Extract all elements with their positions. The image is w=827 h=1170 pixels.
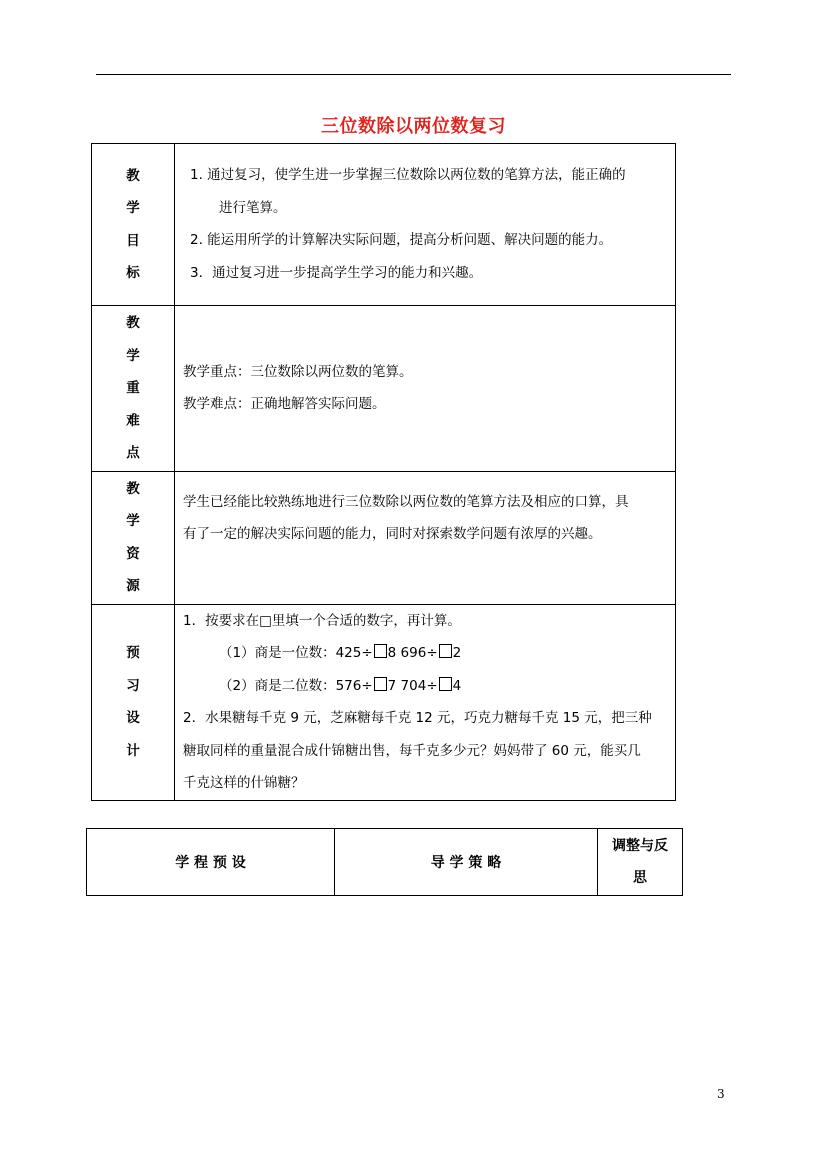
key-points-row [92,306,676,472]
blank-box-icon [374,677,387,691]
blank-box-icon [439,644,452,658]
difficult-point-line: 教学难点：正确地解答实际问题。 [183,396,386,413]
resources-row [92,471,676,604]
objectives-content [175,144,676,306]
preview-label: 预 习 设 计 [92,604,175,800]
resources-label: 教 学 资 源 [92,471,175,604]
header-rule [96,74,731,75]
preview-q2-line: 糖取同样的重量混合成什锦糖出售，每千克多少元？妈妈带了 60 元，能买几 [183,742,641,759]
preview-q2-line: 千克这样的什锦糖？ [183,775,305,791]
preview-row [92,604,676,800]
resources-content [175,471,676,604]
blank-box-icon [374,644,387,658]
objective-line: 1. 通过复习，使学生进一步掌握三位数除以两位数的笔算方法，能正确的 [190,167,626,183]
preview-intro: 1．按要求在□里填一个合适的数字，再计算。 [183,612,461,629]
process-col-reflection: 调整与反 思 [598,829,683,896]
page-number: 3 [717,1087,725,1101]
blank-box-icon [439,677,452,691]
objective-line: 3．通过复习进一步提高学生学习的能力和兴趣。 [190,264,483,281]
key-point-line: 教学重点：三位数除以两位数的笔算。 [183,363,413,380]
objectives-label: 教 学 目 标 [92,144,175,306]
objective-line: 进行笔算。 [219,199,287,216]
preview-q2-line: 2．水果糖每千克 9 元，芝麻糖每千克 12 元，巧克力糖每千克 15 元，把三种 [183,710,652,726]
process-col-strategy: 导 学 策 略 [335,829,598,896]
key-points-label: 教 学 重 难 点 [92,306,175,472]
preview-sub2: （2）商是二位数：576÷ 7 704÷ 4 [219,677,462,694]
process-header-row [87,829,683,896]
objective-line: 2. 能运用所学的计算解决实际问题，提高分析问题、解决问题的能力。 [190,232,613,248]
lesson-plan-table [91,143,676,801]
page-title: 三位数除以两位数复习 [321,116,506,137]
resources-line: 有了一定的解决实际问题的能力，同时对探索数学问题有浓厚的兴趣。 [183,526,602,542]
objectives-row [92,144,676,306]
process-col-presets: 学 程 预 设 [87,829,335,896]
preview-sub1: （1）商是一位数：425÷ 8 696÷ 2 [219,645,462,661]
preview-content [175,604,676,800]
resources-line: 学生已经能比较熟练地进行三位数除以两位数的笔算方法及相应的口算，具 [183,493,629,510]
process-table [86,828,683,896]
key-points-content [175,306,676,472]
